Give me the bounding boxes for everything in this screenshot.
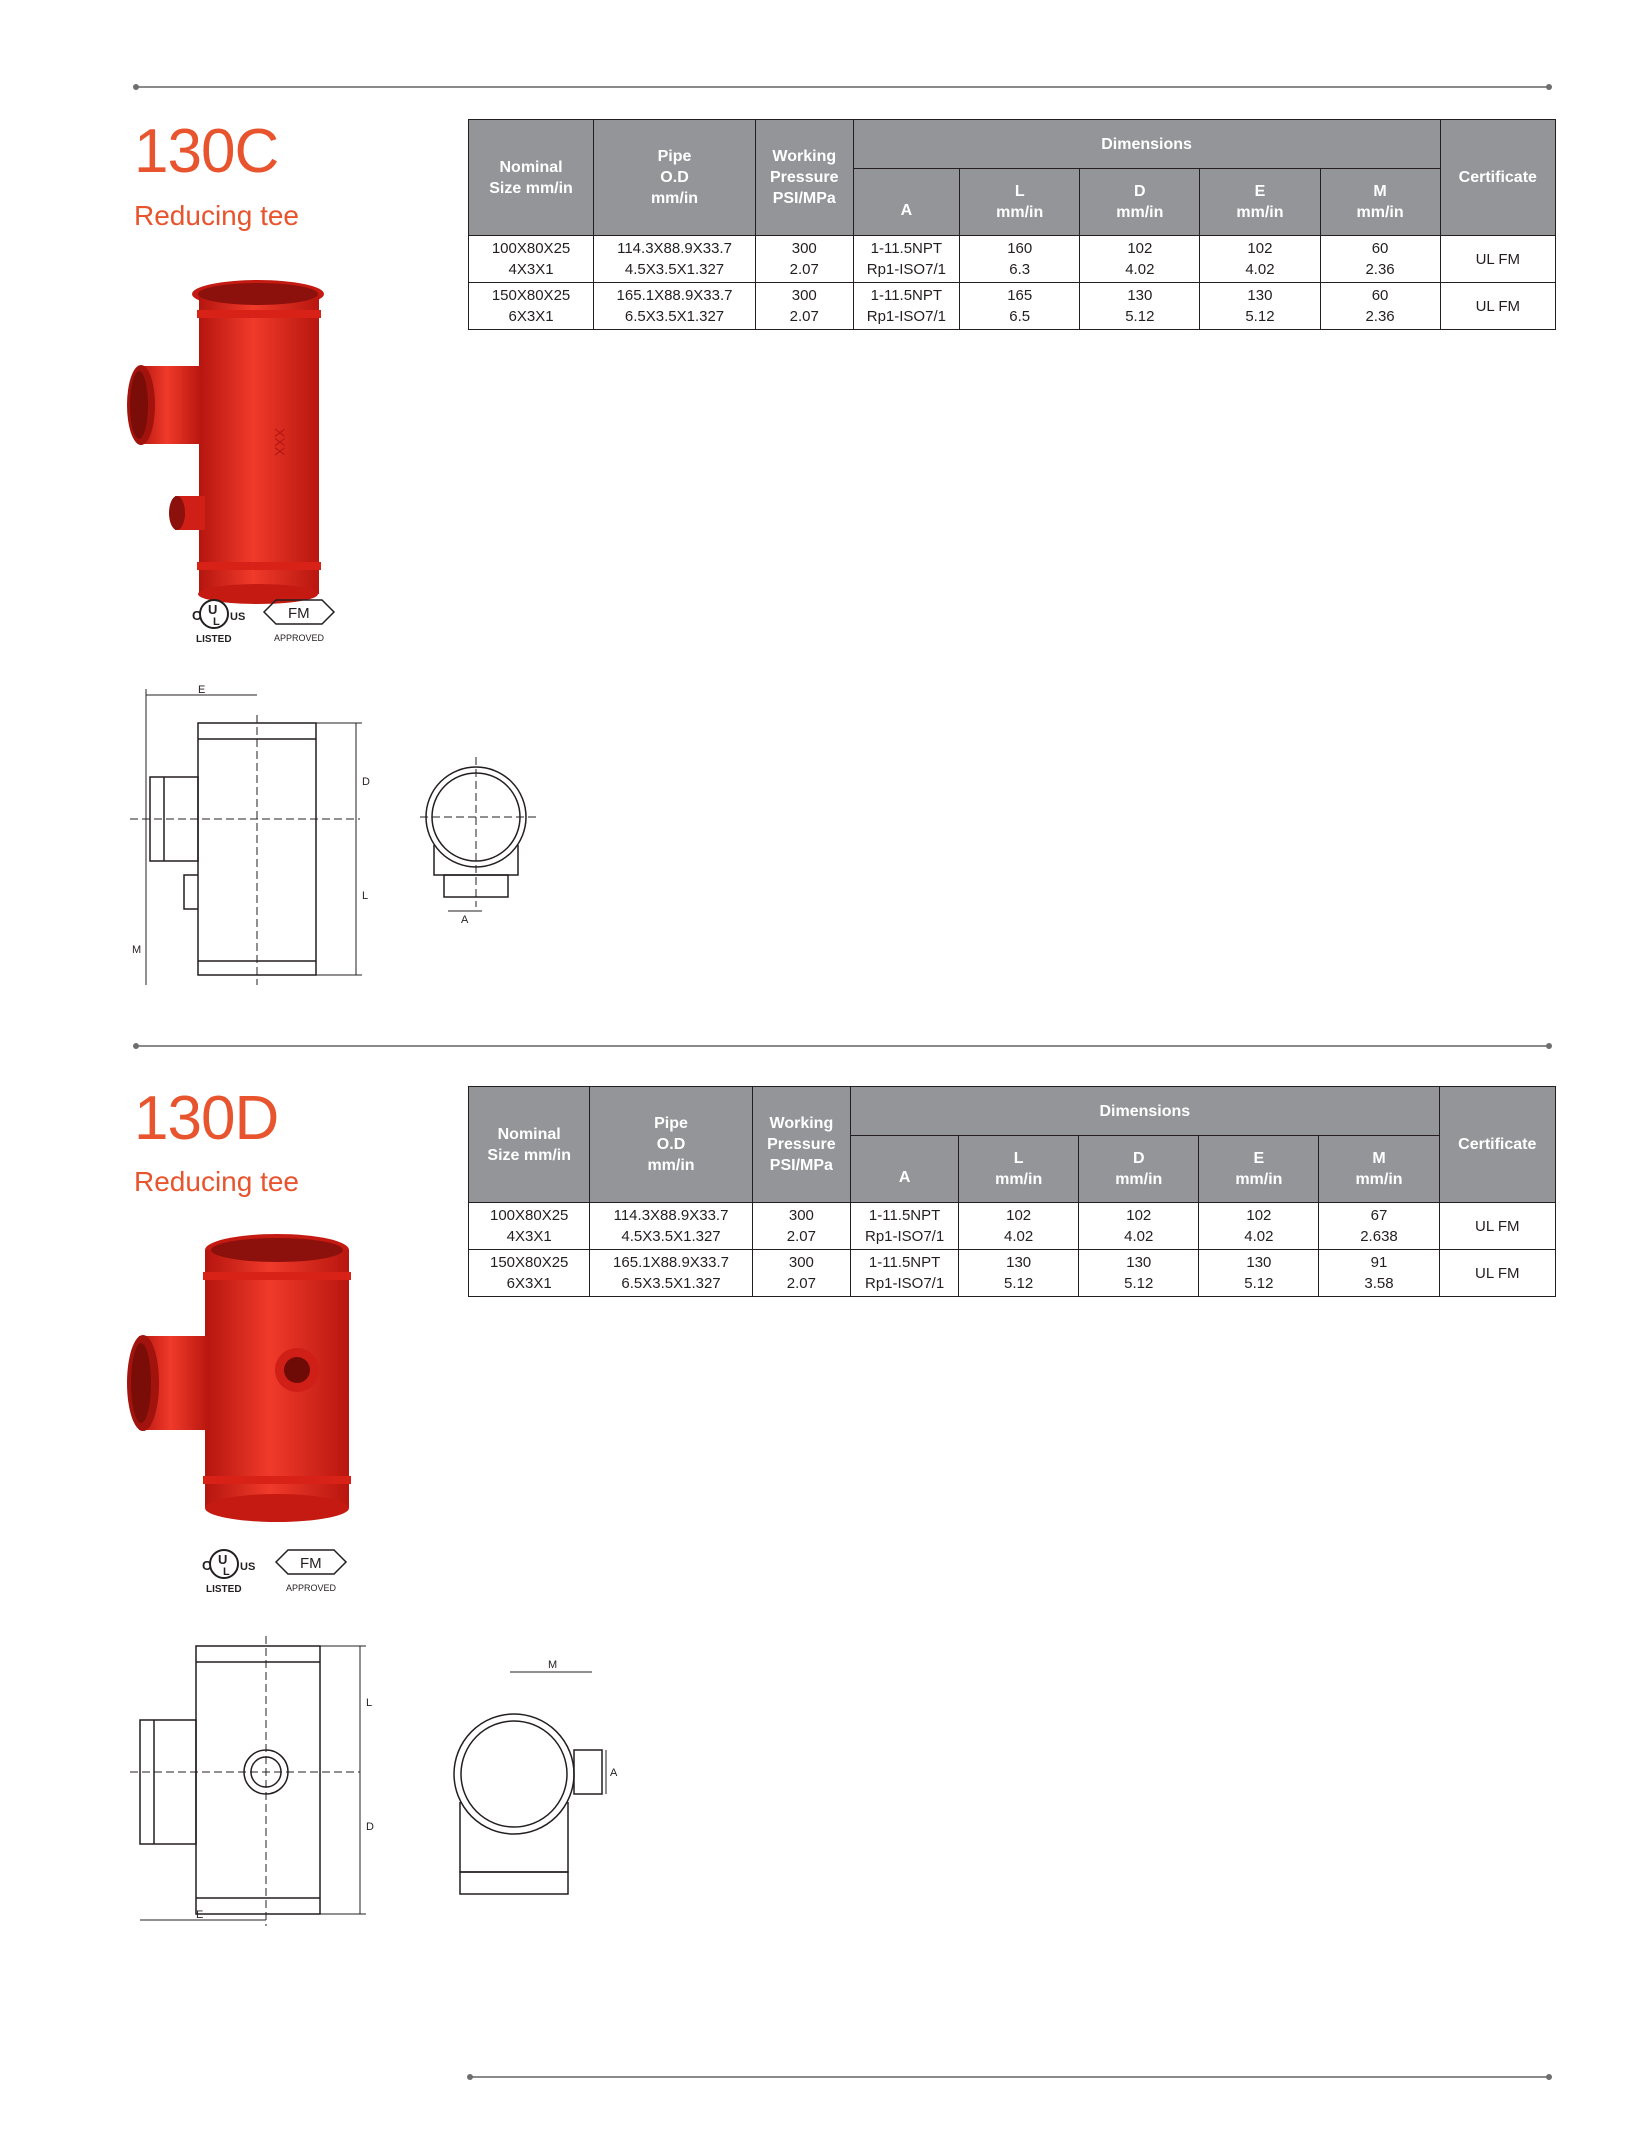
- cell-pressure-mpa: 2.07: [789, 308, 819, 325]
- cell-d-mm: 102: [1126, 1207, 1152, 1224]
- table-row: [469, 236, 1556, 283]
- cell-a-iso: Rp1-ISO7/1: [866, 308, 946, 325]
- cell-e-in: 4.02: [1244, 1228, 1274, 1245]
- fm-approved-icon: [274, 1548, 350, 1598]
- cell-m-in: 3.58: [1364, 1275, 1394, 1292]
- cell-a-iso: Rp1-ISO7/1: [864, 1275, 945, 1292]
- cell-m-mm: 60: [1371, 287, 1389, 304]
- cell-a-iso: Rp1-ISO7/1: [866, 261, 946, 278]
- svg-text:XXX: XXX: [272, 428, 288, 457]
- table-row: [469, 283, 1556, 330]
- dim-label-a: A: [610, 1767, 618, 1779]
- fm-approved-logo-130c: [262, 598, 338, 648]
- top-divider-dot-left: [133, 84, 139, 90]
- cell-certificate: UL FM: [1439, 1203, 1555, 1250]
- cell-e-mm: 130: [1246, 1254, 1272, 1271]
- header-m: M mm/in: [1320, 169, 1440, 236]
- cell-l-in: 6.3: [1009, 261, 1031, 278]
- product-photo-130c: [125, 278, 360, 608]
- cell-nominal-mm: 100X80X25: [491, 240, 571, 257]
- cell-d-mm: 130: [1126, 1254, 1152, 1271]
- cell-a-iso: Rp1-ISO7/1: [864, 1228, 945, 1245]
- cell-a-npt: 1-11.5NPT: [870, 287, 943, 304]
- dim-label-d: D: [366, 1821, 374, 1833]
- technical-drawing-130c: [130, 685, 560, 990]
- cell-l-in: 4.02: [1004, 1228, 1034, 1245]
- cell-nominal-mm: 150X80X25: [489, 1254, 569, 1271]
- cell-pipe-mm: 114.3X88.9X33.7: [617, 240, 732, 257]
- header-l: L mm/in: [960, 169, 1080, 236]
- table-row: [469, 1250, 1556, 1297]
- dim-label-e: E: [196, 1909, 204, 1921]
- cell-pressure-psi: 300: [788, 1207, 814, 1224]
- cell-l-mm: 102: [1006, 1207, 1032, 1224]
- table-row: [469, 1203, 1556, 1250]
- ul-u-text: U: [208, 602, 218, 617]
- product-name-130d: Reducing tee: [134, 1166, 300, 1197]
- header-certificate: Certificate: [1440, 120, 1555, 236]
- dim-label-a: A: [461, 914, 469, 926]
- ul-c-text: C: [202, 1558, 212, 1573]
- cell-a-npt: 1-11.5NPT: [868, 1207, 941, 1224]
- cell-m-mm: 67: [1370, 1207, 1388, 1224]
- header-dimensions: Dimensions: [853, 120, 1440, 169]
- cell-certificate: UL FM: [1440, 236, 1555, 283]
- dim-label-m: M: [548, 1659, 558, 1671]
- header-d: D mm/in: [1080, 169, 1200, 236]
- cell-m-mm: 60: [1371, 240, 1389, 257]
- cell-pressure-mpa: 2.07: [786, 1228, 816, 1245]
- header-e: E mm/in: [1200, 169, 1320, 236]
- cell-pipe-mm: 114.3X88.9X33.7: [613, 1207, 729, 1224]
- product-code-130c: 130C: [134, 117, 279, 186]
- middle-divider-dot-right: [1546, 1043, 1552, 1049]
- ul-c-text: C: [192, 608, 202, 623]
- cell-d-in: 5.12: [1124, 1275, 1154, 1292]
- ul-us-text: US: [230, 611, 246, 623]
- ul-l-text: L: [223, 1566, 230, 1578]
- bottom-divider-dot-left: [467, 2074, 473, 2080]
- spec-table-130d: [468, 1086, 1556, 1297]
- spec-table-130c: [468, 119, 1556, 330]
- cell-nominal-mm: 100X80X25: [489, 1207, 569, 1224]
- ul-l-text: L: [213, 616, 220, 628]
- cell-m-in: 2.36: [1365, 308, 1395, 325]
- cell-d-in: 4.02: [1124, 1228, 1154, 1245]
- cell-l-mm: 165: [1007, 287, 1033, 304]
- cell-pressure-psi: 300: [791, 240, 817, 257]
- fm-approved-icon: [262, 598, 338, 648]
- cell-d-in: 4.02: [1125, 261, 1155, 278]
- cell-nominal-in: 6X3X1: [506, 1275, 552, 1292]
- header-e: E mm/in: [1199, 1136, 1319, 1203]
- cell-pipe-mm: 165.1X88.9X33.7: [613, 1254, 729, 1271]
- header-l: L mm/in: [959, 1136, 1079, 1203]
- top-divider: [136, 86, 1548, 88]
- cell-e-mm: 102: [1246, 1207, 1272, 1224]
- header-dimensions: Dimensions: [851, 1087, 1439, 1136]
- header-m: M mm/in: [1319, 1136, 1439, 1203]
- dim-label-m: M: [132, 944, 142, 956]
- cell-a-npt: 1-11.5NPT: [868, 1254, 941, 1271]
- cell-m-in: 2.36: [1365, 261, 1395, 278]
- cell-pressure-mpa: 2.07: [786, 1275, 816, 1292]
- cell-e-in: 4.02: [1245, 261, 1275, 278]
- cell-e-in: 5.12: [1244, 1275, 1274, 1292]
- cell-l-mm: 130: [1006, 1254, 1032, 1271]
- header-certificate: Certificate: [1439, 1087, 1555, 1203]
- cell-nominal-mm: 150X80X25: [491, 287, 571, 304]
- ul-us-text: US: [240, 1561, 256, 1573]
- fm-approved-text: APPROVED: [274, 633, 325, 643]
- cell-l-in: 5.12: [1004, 1275, 1034, 1292]
- cell-m-in: 2.638: [1360, 1228, 1398, 1245]
- cell-pipe-mm: 165.1X88.9X33.7: [616, 287, 733, 304]
- header-pressure: Working Pressure PSI/MPa: [752, 1087, 850, 1203]
- fm-approved-logo-130d: [274, 1548, 350, 1598]
- cell-nominal-in: 4X3X1: [508, 261, 554, 278]
- cell-pipe-in: 6.5X3.5X1.327: [621, 1275, 721, 1292]
- ul-listed-text: LISTED: [206, 1584, 242, 1595]
- cell-pressure-mpa: 2.07: [789, 261, 819, 278]
- product-photo-130d: [125, 1232, 370, 1532]
- product-name-130c: Reducing tee: [134, 200, 300, 231]
- cell-e-mm: 130: [1247, 287, 1273, 304]
- cell-a-npt: 1-11.5NPT: [870, 240, 943, 257]
- header-pipe: Pipe O.D mm/in: [594, 120, 756, 236]
- cell-nominal-in: 4X3X1: [506, 1228, 552, 1245]
- cell-pipe-in: 4.5X3.5X1.327: [621, 1228, 721, 1245]
- top-divider-dot-right: [1546, 84, 1552, 90]
- dim-label-l: L: [362, 890, 369, 902]
- cell-e-in: 5.12: [1245, 308, 1275, 325]
- dim-label-d: D: [362, 776, 370, 788]
- cell-l-mm: 160: [1007, 240, 1033, 257]
- cell-d-in: 5.12: [1125, 308, 1155, 325]
- header-nominal: Nominal Size mm/in: [469, 1087, 590, 1203]
- cell-m-mm: 91: [1370, 1254, 1388, 1271]
- product-code-130d: 130D: [134, 1084, 279, 1153]
- dim-label-e: E: [198, 685, 206, 696]
- header-pressure: Working Pressure PSI/MPa: [755, 120, 853, 236]
- fm-text: FM: [288, 605, 310, 622]
- fm-approved-text: APPROVED: [286, 1583, 337, 1593]
- ul-listed-text: LISTED: [196, 634, 232, 645]
- cell-pipe-in: 4.5X3.5X1.327: [624, 261, 725, 278]
- ul-u-text: U: [218, 1552, 228, 1567]
- dim-label-l: L: [366, 1697, 373, 1709]
- cell-l-in: 6.5: [1009, 308, 1031, 325]
- cell-d-mm: 130: [1127, 287, 1153, 304]
- cell-pipe-in: 6.5X3.5X1.327: [624, 308, 725, 325]
- cell-e-mm: 102: [1247, 240, 1273, 257]
- header-a: A: [853, 169, 960, 236]
- cell-d-mm: 102: [1127, 240, 1153, 257]
- header-d: D mm/in: [1079, 1136, 1199, 1203]
- cell-pressure-psi: 300: [788, 1254, 814, 1271]
- cell-certificate: UL FM: [1439, 1250, 1555, 1297]
- cell-certificate: UL FM: [1440, 283, 1555, 330]
- bottom-divider-dot-right: [1546, 2074, 1552, 2080]
- header-pipe: Pipe O.D mm/in: [590, 1087, 752, 1203]
- header-a: A: [851, 1136, 959, 1203]
- middle-divider-dot-left: [133, 1043, 139, 1049]
- fm-text: FM: [300, 1555, 322, 1572]
- cell-nominal-in: 6X3X1: [508, 308, 554, 325]
- bottom-divider: [470, 2076, 1548, 2078]
- header-nominal: Nominal Size mm/in: [469, 120, 594, 236]
- middle-divider: [136, 1045, 1548, 1047]
- cell-pressure-psi: 300: [791, 287, 817, 304]
- technical-drawing-130d: [130, 1636, 650, 1926]
